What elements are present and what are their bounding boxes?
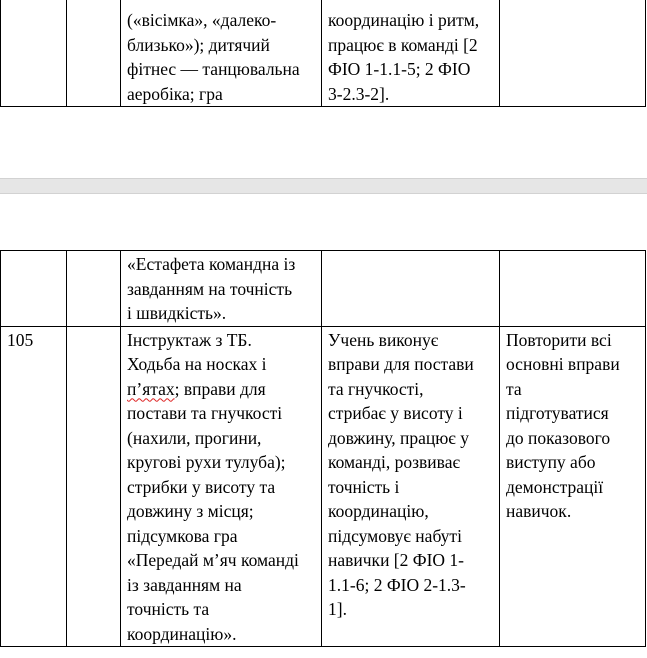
outcome-text: Учень виконує вправи для постави та гнучкості, стрибає у висоту і довжину, працює у команді, розвиває точність і координацію, підсумовує набуті навички [2 ФІО 1- 1.1-6; 2 ФІО 2-1.3- 1]. <box>328 329 474 619</box>
table-row <box>1 326 646 647</box>
lesson-number-cell <box>1 251 67 327</box>
misspelled-word: п’ятах <box>127 378 175 399</box>
lesson-table-top <box>0 0 646 107</box>
outcome-cell <box>322 0 500 107</box>
homework-text: Повторити всі основні вправи та підготуватися до показового виступу або демонстрації навичок. <box>506 329 620 521</box>
hours-cell <box>67 0 121 107</box>
activity-cell <box>121 251 322 327</box>
lesson-number-cell <box>1 0 67 107</box>
outcome-cell <box>322 326 500 647</box>
homework-cell <box>500 326 646 647</box>
page-bottom-fragment <box>0 194 647 658</box>
lesson-number-cell <box>1 326 67 647</box>
homework-cell <box>500 251 646 327</box>
homework-cell <box>500 0 646 107</box>
activity-cell <box>121 326 322 647</box>
activity-text: («вісімка», «далеко- близько»); дитячий фітнес — танцювальна аеробіка; гра <box>127 10 300 104</box>
hours-cell <box>67 251 121 327</box>
activity-text-part1: Інструктаж з ТБ. Ходьба на носках і <box>127 329 267 374</box>
page-break-gap <box>0 178 647 194</box>
outcome-cell <box>322 251 500 327</box>
activity-text: «Естафета командна із завданням на точність і швидкість». <box>127 254 296 323</box>
lesson-table-bottom <box>0 250 646 647</box>
table-row <box>1 0 646 107</box>
outcome-text: координацію і ритм, працює в команді [2 ФІО 1-1.1-5; 2 ФІО 3-2.3-2]. <box>328 10 480 104</box>
activity-cell <box>121 0 322 107</box>
table-row <box>1 251 646 327</box>
lesson-number: 105 <box>7 329 34 350</box>
page-top-fragment <box>0 0 647 178</box>
activity-text-part2: ; вправи для постави та гнучкості (нахили, прогини, кругові рухи тулуба); стрибки у висоту та довжину з місця; підсумкова гра «Передай м’яч команді із завданням на точність та координацію». <box>127 378 299 644</box>
hours-cell <box>67 326 121 647</box>
